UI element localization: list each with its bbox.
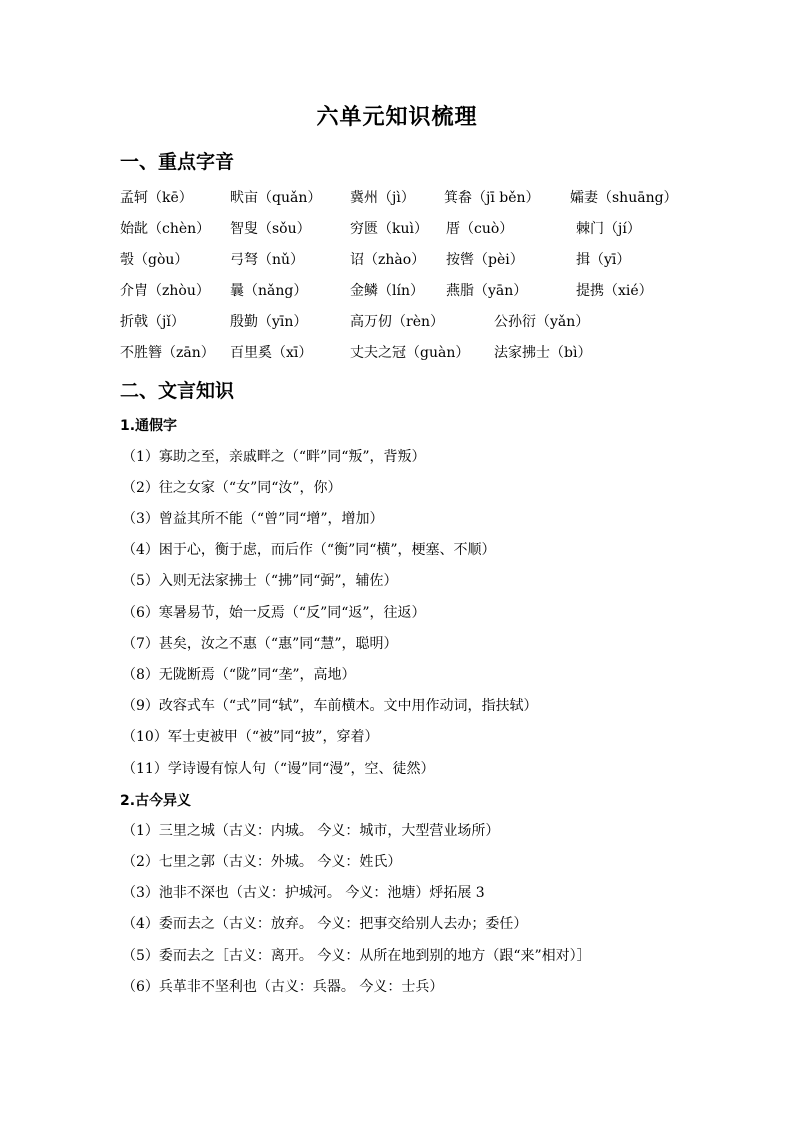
list-item: （6）寒暑易节，始一反焉（“反”同“返”，往返） <box>122 605 426 621</box>
list-item: （7）甚矣，汝之不惠（“惠”同“慧”，聪明） <box>122 636 398 652</box>
pronunciation-entry: 殷勤（yīn） <box>230 314 308 330</box>
list-item: （2）往之女家（“女”同“汝”，你） <box>122 480 342 496</box>
pronunciation-entry: 箕畚（jī běn） <box>444 190 540 206</box>
list-item: （10）军士吏被甲（“被”同“披”，穿着） <box>122 729 379 745</box>
list-item: （8）无陇断焉（“陇”同“垄”，高地） <box>122 667 356 683</box>
pronunciation-entry: 丈夫之冠（guàn） <box>350 345 470 361</box>
list-item: （5）委而去之［古义：离开。 今义：从所在地到别的地方（跟“来”相对）］ <box>122 948 591 964</box>
pronunciation-row <box>120 280 720 300</box>
list-item: （3）曾益其所不能（“曾”同“增”，增加） <box>122 511 384 527</box>
pronunciation-entry: 始龀（chèn） <box>120 221 211 237</box>
pronunciation-entry: 提携（xié） <box>576 283 653 299</box>
pronunciation-entry: 百里奚（xī） <box>230 345 313 361</box>
pronunciation-entry: 高万仞（rèn） <box>350 314 444 330</box>
pronunciation-entry: 公孙衍（yǎn） <box>494 314 590 330</box>
pronunciation-entry: 法家拂士（bì） <box>494 345 592 361</box>
pronunciation-entry: 揖（yī） <box>576 252 631 268</box>
pronunciation-row <box>120 187 720 207</box>
pronunciation-entry: 孀妻（shuāng） <box>570 190 678 206</box>
list-item: （1）三里之城（古义：内城。 今义：城市，大型营业场所） <box>122 823 500 839</box>
pronunciation-entry: 彀（gòu） <box>120 252 189 268</box>
pronunciation-entry: 折戟（jǐ） <box>120 314 185 330</box>
list-item: （11）学诗谩有惊人句（“谩”同“漫”，空、徒然） <box>122 761 435 777</box>
list-item: （2）七里之郭（古义：外城。 今义：姓氏） <box>122 854 402 870</box>
pronunciation-entry: 畎亩（quǎn） <box>230 190 322 206</box>
pronunciation-row <box>120 311 720 331</box>
pronunciation-entry: 曩（nǎng） <box>230 283 308 299</box>
pronunciation-entry: 棘门（jí） <box>576 221 641 237</box>
section-heading-pronunciation: 一、重点字音 <box>120 151 235 173</box>
list-item: （9）改容式车（“式”同“轼”，车前横木。文中用作动词，指扶轼） <box>122 698 538 714</box>
pronunciation-row <box>120 249 720 269</box>
list-item: （1）寡助之至，亲戚畔之（“畔”同“叛”，背叛） <box>122 449 426 465</box>
list-item: （5）入则无法家拂士（“拂”同“弼”，辅佐） <box>122 573 398 589</box>
pronunciation-entry: 弓弩（nǔ） <box>230 252 305 268</box>
pronunciation-entry: 不胜簪（zān） <box>120 345 215 361</box>
list-item: （3）池非不深也（古义：护城河。 今义：池塘）烀拓展 3 <box>122 885 485 901</box>
pronunciation-row <box>120 218 720 238</box>
list-item: （4）困于心，衡于虑，而后作（“衡”同“横”，梗塞、不顺） <box>122 542 496 558</box>
subsection-heading-ancient-modern-meanings: 2.古今异义 <box>120 793 192 809</box>
subsection-heading-interchangeable-characters: 1.通假字 <box>120 418 178 434</box>
pronunciation-entry: 介胄（zhòu） <box>120 283 210 299</box>
list-item: （4）委而去之（古义：放弃。 今义：把事交给别人去办；委任） <box>122 916 528 932</box>
pronunciation-entry: 智叟（sǒu） <box>230 221 311 237</box>
pronunciation-entry: 穷匮（kuì） <box>350 221 428 237</box>
section-heading-classical-chinese: 二、文言知识 <box>120 380 235 402</box>
pronunciation-entry: 厝（cuò） <box>446 221 514 237</box>
pronunciation-entry: 燕脂（yān） <box>446 283 528 299</box>
page-title: 六单元知识梳理 <box>316 105 478 130</box>
pronunciation-entry: 金鳞（lín） <box>350 283 424 299</box>
pronunciation-entry: 孟轲（kē） <box>120 190 193 206</box>
pronunciation-entry: 诏（zhào） <box>350 252 426 268</box>
pronunciation-entry: 冀州（jì） <box>350 190 415 206</box>
list-item: （6）兵革非不坚利也（古义：兵器。 今义：士兵） <box>122 979 444 995</box>
pronunciation-entry: 按辔（pèi） <box>446 252 524 268</box>
pronunciation-row <box>120 342 720 362</box>
